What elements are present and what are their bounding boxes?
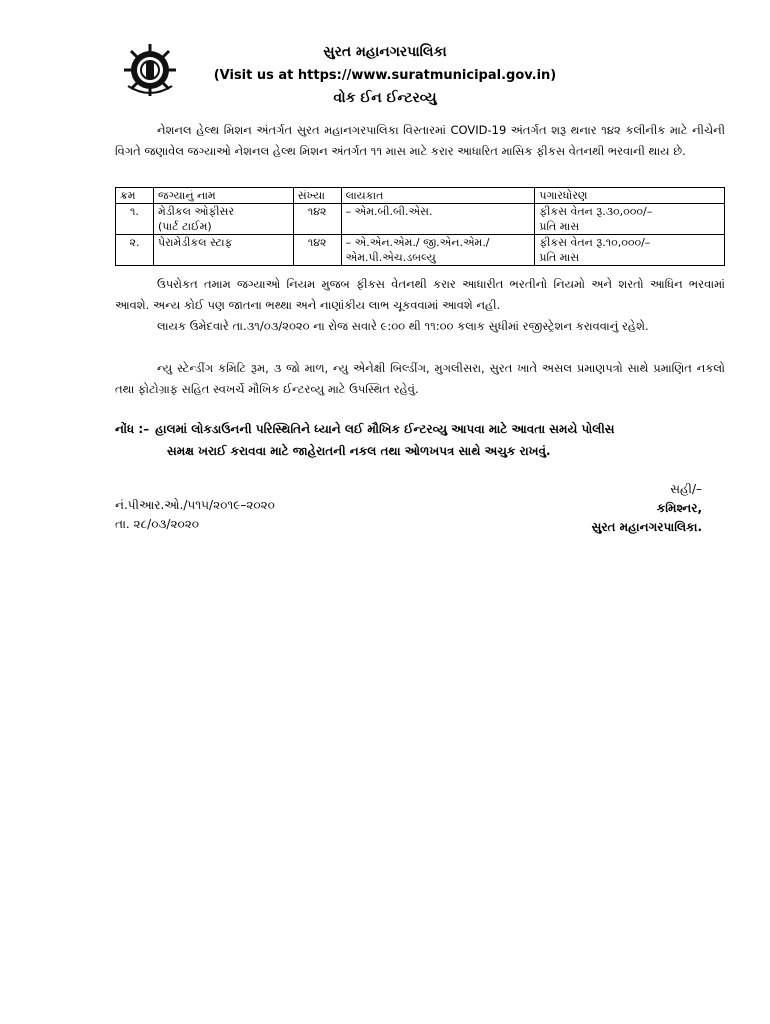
signed-mark: સહી/–: [670, 482, 702, 496]
notice-title: વોક ઈન ઈન્ટરવ્યુ: [333, 90, 437, 106]
row-qualification: [341, 235, 535, 266]
header-count: સંખ્યા: [293, 188, 341, 204]
reference-date: તા. ૨૮/૦૩/૨૦૨૦: [115, 517, 200, 531]
qualification-line1: – એમ.બી.બી.એસ.: [345, 205, 433, 218]
row-count: ૧૪૨: [293, 235, 341, 266]
row-qualification: [341, 204, 535, 235]
note-line2: સમક્ષ ખરાઈ કરાવવા માટે જાહેરાતની નકલ તથા ઓળખપત્ર સાથે અચુક રાખવું.: [167, 444, 551, 458]
header-serial: ક્રમ: [116, 188, 154, 204]
signatory-org: સુરત મહાનગરપાલિકા.: [591, 520, 702, 534]
terms-paragraph: ઉપરોકત તમામ જગ્યાઓ નિયમ મુજબ ફીકસ વેતનથી કરાર આધારીત ભરતીનો નિયમો અને શરતો આધિન ભરવામાં આવશે. અન્ય કોઈ પણ જાતના ભથ્થા અને નાણાંકીય લાભ ચૂકવવામાં આવશે નહી.: [115, 277, 725, 312]
venue-paragraph: ન્યુ સ્ટેન્ડીંગ કમિટિ રૂમ, ૩ જો માળ, ન્યુ એનેક્ષી બિલ્ડીંગ, મુગલીસરા, સુરત ખાતે અસલ પ્રમાણપત્રો સાથે પ્રમાણિત નકલો તથા ફોટોગ્રાફ સહિત સ્વખર્ચે મૌખિક ઈન્ટરવ્યુ માટે ઉપસ્થિત રહેવું.: [115, 361, 725, 396]
signature-block: [592, 480, 702, 537]
pay-line1: ફીકસ વેતન રૂ.૩૦,૦૦૦/–: [539, 205, 653, 218]
row-post-name: [153, 235, 293, 266]
header-pay-scale: પગારધોરણ: [535, 188, 725, 204]
row-count: ૧૪૨: [293, 204, 341, 235]
pay-line2: પ્રતિ માસ: [539, 251, 580, 264]
note-label: નોંધ :–: [115, 422, 150, 436]
post-name: મેડીકલ ઓફીસર: [157, 205, 235, 218]
note-line1: હાલમાં લોકડાઉનની પરિસ્થિતિને ધ્યાને લઈ મૌખિક ઈન્ટરવ્યુ આપવા માટે આવતા સમયે પોલીસ: [155, 422, 615, 436]
intro-paragraph: નેશનલ હેલ્થ મિશન અંતર્ગત સુરત મહાનગરપાલિકા વિસ્તારમાં COVID-19 અંતર્ગત શરૂ થનાર ૧૪૨ કલીનીક માટે નીચેની વિગતે જણાવેલ જગ્યાઓ નેશનલ હેલ્થ મિશન અંતર્ગત ૧૧ માસ માટે કરાર આધારિત માસિક ફીકસ વેતનથી ભરવાની થાય છે.: [115, 123, 725, 158]
row-serial: ૧.: [116, 204, 154, 235]
row-pay: [535, 204, 725, 235]
pay-line2: પ્રતિ માસ: [539, 220, 580, 233]
row-serial: ૨.: [116, 235, 154, 266]
registration-paragraph: લાયક ઉમેદવારે તા.૩૧/૦૩/૨૦૨૦ ના રોજ સવારે ૯:૦૦ થી ૧૧:૦૦ કલાક સુધીમાં રજીસ્ટ્રેશન કરાવવાનું રહેશે.: [157, 319, 649, 333]
posts-table: [115, 187, 725, 266]
header-qualification: લાયકાત: [341, 188, 535, 204]
qualification-line2: એમ.પી.એચ.ડબલ્યુ: [345, 251, 436, 264]
table-header-row: [116, 188, 725, 204]
pay-line1: ફીકસ વેતન રૂ.૧૦,૦૦૦/–: [539, 236, 651, 249]
table-row: [116, 235, 725, 266]
row-pay: [535, 235, 725, 266]
reference-block: [115, 496, 275, 534]
signatory-designation: કમિશ્નર,: [656, 501, 702, 515]
reference-number: નં.પીઆર.ઓ./૫૧૫/૨૦૧૯–૨૦૨૦: [115, 498, 275, 512]
table-row: [116, 204, 725, 235]
header-post-name: જગ્યાનું નામ: [153, 188, 293, 204]
organization-title: સુરત મહાનગરપાલિકા: [323, 44, 447, 60]
post-note: (પાર્ટ ટાઈમ): [157, 220, 212, 233]
qualification-line1: – એ.એન.એમ./ જી.એન.એમ./: [345, 236, 490, 249]
row-post-name: [153, 204, 293, 235]
note-block: [115, 418, 725, 462]
post-name: પેરામેડીકલ સ્ટાફ: [157, 236, 233, 249]
website-line: (Visit us at https://www.suratmunicipal.gov.in): [213, 68, 557, 83]
